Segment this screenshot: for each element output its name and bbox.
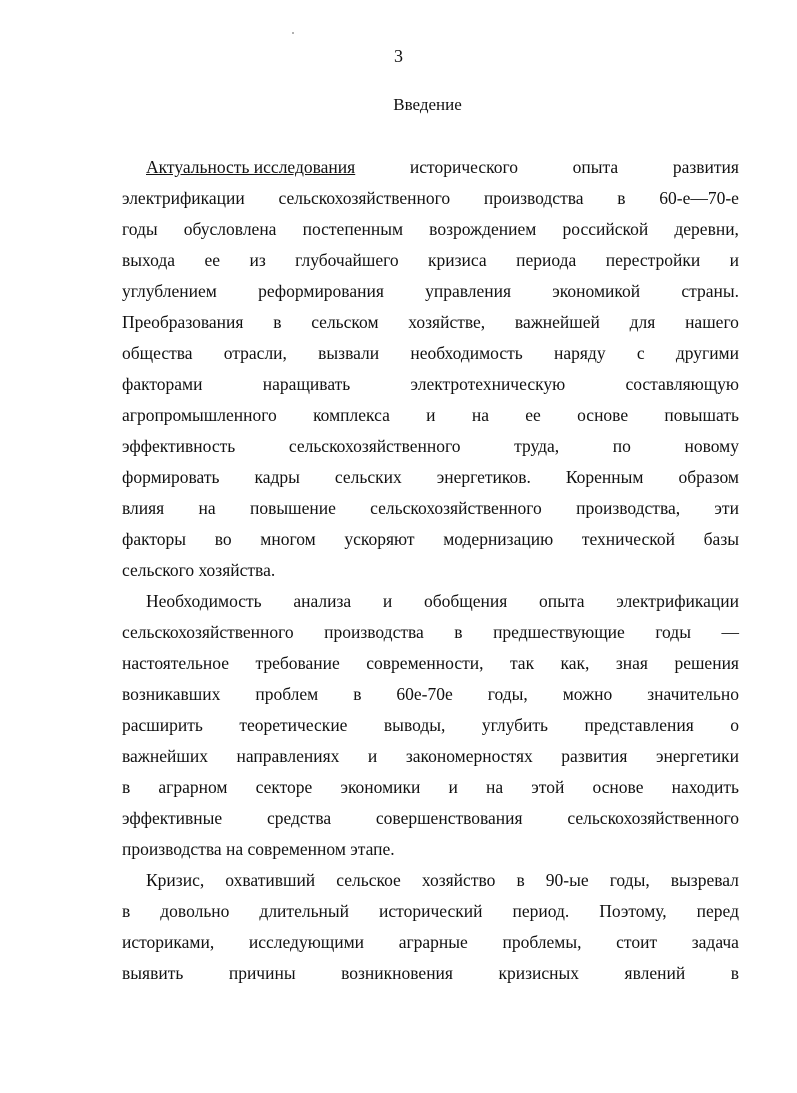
- word: перестройки: [605, 250, 701, 270]
- word: кризисных: [498, 963, 580, 983]
- text-line: [122, 524, 739, 555]
- word: производства,: [576, 498, 681, 518]
- word: электротехническую: [410, 374, 566, 394]
- word: основе: [577, 405, 629, 425]
- word: возникновения: [341, 963, 453, 983]
- word: электрификации: [122, 188, 245, 208]
- word: повышение: [249, 498, 336, 518]
- word: базы: [703, 529, 739, 549]
- word: зная: [615, 653, 648, 673]
- word: периода: [516, 250, 577, 270]
- word: закономерностях: [405, 746, 533, 766]
- page-number: 3: [394, 46, 403, 66]
- text-line: [122, 834, 739, 865]
- word: сельском: [311, 312, 379, 332]
- word: производства: [483, 188, 584, 208]
- word: с: [636, 343, 645, 363]
- scan-speck: [292, 32, 294, 34]
- word: образом: [678, 467, 739, 487]
- text-line: [122, 927, 739, 958]
- text-line: [122, 152, 739, 183]
- word: технической: [581, 529, 675, 549]
- word: агропромышленного: [122, 405, 277, 425]
- word: охвативший: [225, 870, 316, 890]
- text-line: [122, 338, 739, 369]
- word: хозяйство: [421, 870, 496, 890]
- word: довольно: [160, 901, 230, 921]
- word: предшествующие: [493, 622, 625, 642]
- word: сельское: [336, 870, 401, 890]
- word: Преобразования: [122, 312, 244, 332]
- word: углубить: [481, 715, 549, 735]
- word: стоит: [616, 932, 658, 952]
- word: 60е-70е: [396, 684, 453, 704]
- word: развития: [561, 746, 628, 766]
- word: сельскохозяйственного: [122, 622, 294, 642]
- word: деревни,: [674, 219, 739, 239]
- word: влияя: [122, 498, 165, 518]
- text-line: [122, 307, 739, 338]
- word: сельскохозяйственного: [370, 498, 542, 518]
- word: важнейших: [122, 746, 208, 766]
- word: глубочайшего: [295, 250, 399, 270]
- word: основе: [592, 777, 644, 797]
- text-line: [122, 958, 739, 989]
- word: эффективные: [122, 808, 223, 828]
- word: Коренным: [565, 467, 644, 487]
- text-line: [122, 741, 739, 772]
- word: энергетиков.: [436, 467, 531, 487]
- word: факторами: [122, 374, 203, 394]
- word: Кризис,: [146, 870, 205, 890]
- word: теоретические: [239, 715, 348, 735]
- word: труда,: [514, 436, 560, 456]
- word: российской: [562, 219, 649, 239]
- word: Необходимость: [146, 591, 262, 611]
- text-line: [122, 555, 739, 586]
- text-line: [122, 803, 739, 834]
- word: углублением: [122, 281, 217, 301]
- word: нашего: [685, 312, 739, 332]
- paragraph: [122, 865, 739, 989]
- word: повышать: [664, 405, 739, 425]
- word: развития: [672, 157, 739, 177]
- word: 90-ые: [545, 870, 589, 890]
- word: в: [730, 963, 739, 983]
- word: новому: [684, 436, 739, 456]
- text-line: [122, 617, 739, 648]
- word: направлениях: [236, 746, 340, 766]
- text-line: [122, 493, 739, 524]
- word: о: [730, 715, 739, 735]
- word: исторического: [409, 157, 518, 177]
- word: и: [382, 591, 393, 611]
- word: модернизацию: [443, 529, 554, 549]
- word: эффективность: [122, 436, 236, 456]
- word: выводы,: [383, 715, 446, 735]
- word: из: [249, 250, 266, 270]
- word: опыта: [539, 591, 585, 611]
- word: расширить: [122, 715, 203, 735]
- word: 60-е—70-е: [659, 188, 739, 208]
- word: обусловлена: [183, 219, 277, 239]
- word: перед: [696, 901, 739, 921]
- word: реформирования: [258, 281, 384, 301]
- word: во: [214, 529, 232, 549]
- word: производства на современном этапе.: [122, 839, 395, 859]
- text-line: [122, 245, 739, 276]
- word: факторы: [122, 529, 187, 549]
- word: сельскохозяйственного: [567, 808, 739, 828]
- word: сельских: [334, 467, 402, 487]
- word: возникавших: [122, 684, 221, 704]
- word: представления: [584, 715, 694, 735]
- word: длительный: [259, 901, 350, 921]
- word: страны.: [681, 281, 739, 301]
- paragraph: [122, 152, 739, 586]
- word: электрификации: [616, 591, 739, 611]
- word: годы,: [609, 870, 650, 890]
- word: формировать: [122, 467, 220, 487]
- word: решения: [674, 653, 739, 673]
- word: и: [426, 405, 436, 425]
- word: выявить: [122, 963, 184, 983]
- document-body: [122, 152, 739, 989]
- word: требование: [255, 653, 340, 673]
- word: обобщения: [423, 591, 508, 611]
- word: проблемы,: [502, 932, 582, 952]
- word: другими: [675, 343, 739, 363]
- word: аграрные: [398, 932, 468, 952]
- text-line: [122, 214, 739, 245]
- word: годы,: [487, 684, 528, 704]
- word: и: [448, 777, 458, 797]
- word: кризиса: [428, 250, 487, 270]
- text-line: [122, 183, 739, 214]
- text-line: [122, 462, 739, 493]
- word: современности,: [366, 653, 484, 673]
- word: вызревал: [670, 870, 739, 890]
- text-line: [122, 710, 739, 741]
- paragraph: [122, 586, 739, 865]
- word: управления: [425, 281, 512, 301]
- text-line: [122, 679, 739, 710]
- word: ее: [525, 405, 541, 425]
- word: историками,: [122, 932, 215, 952]
- text-line: [122, 865, 739, 896]
- word: аграрном: [158, 777, 228, 797]
- word: причины: [228, 963, 296, 983]
- word: этой: [531, 777, 565, 797]
- text-line: [122, 369, 739, 400]
- word: —: [721, 622, 739, 642]
- word: экономикой: [552, 281, 641, 301]
- section-heading: Введение: [393, 95, 462, 114]
- word: составляющую: [625, 374, 739, 394]
- word: комплекса: [313, 405, 390, 425]
- text-line: [122, 772, 739, 803]
- word: значительно: [647, 684, 739, 704]
- word: Поэтому,: [599, 901, 667, 921]
- word: совершенствования: [375, 808, 523, 828]
- text-line: [122, 276, 739, 307]
- word: общества: [122, 343, 193, 363]
- text-line: [122, 896, 739, 927]
- word: так: [509, 653, 535, 673]
- word: в: [122, 777, 131, 797]
- word: необходимость: [410, 343, 523, 363]
- word: в: [454, 622, 463, 642]
- text-line: [122, 648, 739, 679]
- word: в: [516, 870, 525, 890]
- word: годы: [122, 219, 158, 239]
- word: ускоряют: [344, 529, 415, 549]
- word: исторический: [379, 901, 483, 921]
- word: явлений: [624, 963, 686, 983]
- word: хозяйстве,: [408, 312, 486, 332]
- word: ее: [204, 250, 221, 270]
- word: анализа: [293, 591, 352, 611]
- word: кадры: [254, 467, 300, 487]
- word: в: [273, 312, 282, 332]
- word: в: [617, 188, 626, 208]
- word: сельского хозяйства.: [122, 560, 276, 580]
- word: годы: [655, 622, 691, 642]
- word: период.: [512, 901, 570, 921]
- word: для: [629, 312, 656, 332]
- text-line: [122, 400, 739, 431]
- word: средства: [266, 808, 332, 828]
- word: как,: [560, 653, 590, 673]
- word: наращивать: [262, 374, 351, 394]
- word: многом: [260, 529, 316, 549]
- word: опыта: [572, 157, 619, 177]
- word: в: [353, 684, 362, 704]
- word: настоятельное: [122, 653, 230, 673]
- word: можно: [562, 684, 613, 704]
- word: задача: [691, 932, 739, 952]
- text-line: [122, 586, 739, 617]
- word: возрождением: [429, 219, 537, 239]
- text-line: [122, 431, 739, 462]
- word: вызвали: [318, 343, 380, 363]
- word: на: [198, 498, 216, 518]
- word: важнейшей: [514, 312, 600, 332]
- word: наряду: [554, 343, 606, 363]
- word: отрасли,: [223, 343, 287, 363]
- word: производства: [324, 622, 424, 642]
- word: и: [367, 746, 378, 766]
- word: находить: [671, 777, 739, 797]
- word: в: [122, 901, 131, 921]
- word: экономики: [340, 777, 421, 797]
- word: и: [729, 250, 739, 270]
- word: постепенным: [302, 219, 404, 239]
- word: на: [471, 405, 489, 425]
- word: секторе: [255, 777, 313, 797]
- word: на: [486, 777, 504, 797]
- underlined-term: Актуальность исследования: [146, 157, 356, 177]
- word: сельскохозяйственного: [278, 188, 451, 208]
- word: эти: [714, 498, 739, 518]
- word: энергетики: [655, 746, 739, 766]
- word: сельскохозяйственного: [288, 436, 461, 456]
- word: по: [612, 436, 631, 456]
- word: проблем: [255, 684, 319, 704]
- word: выхода: [122, 250, 176, 270]
- word: исследующими: [248, 932, 365, 952]
